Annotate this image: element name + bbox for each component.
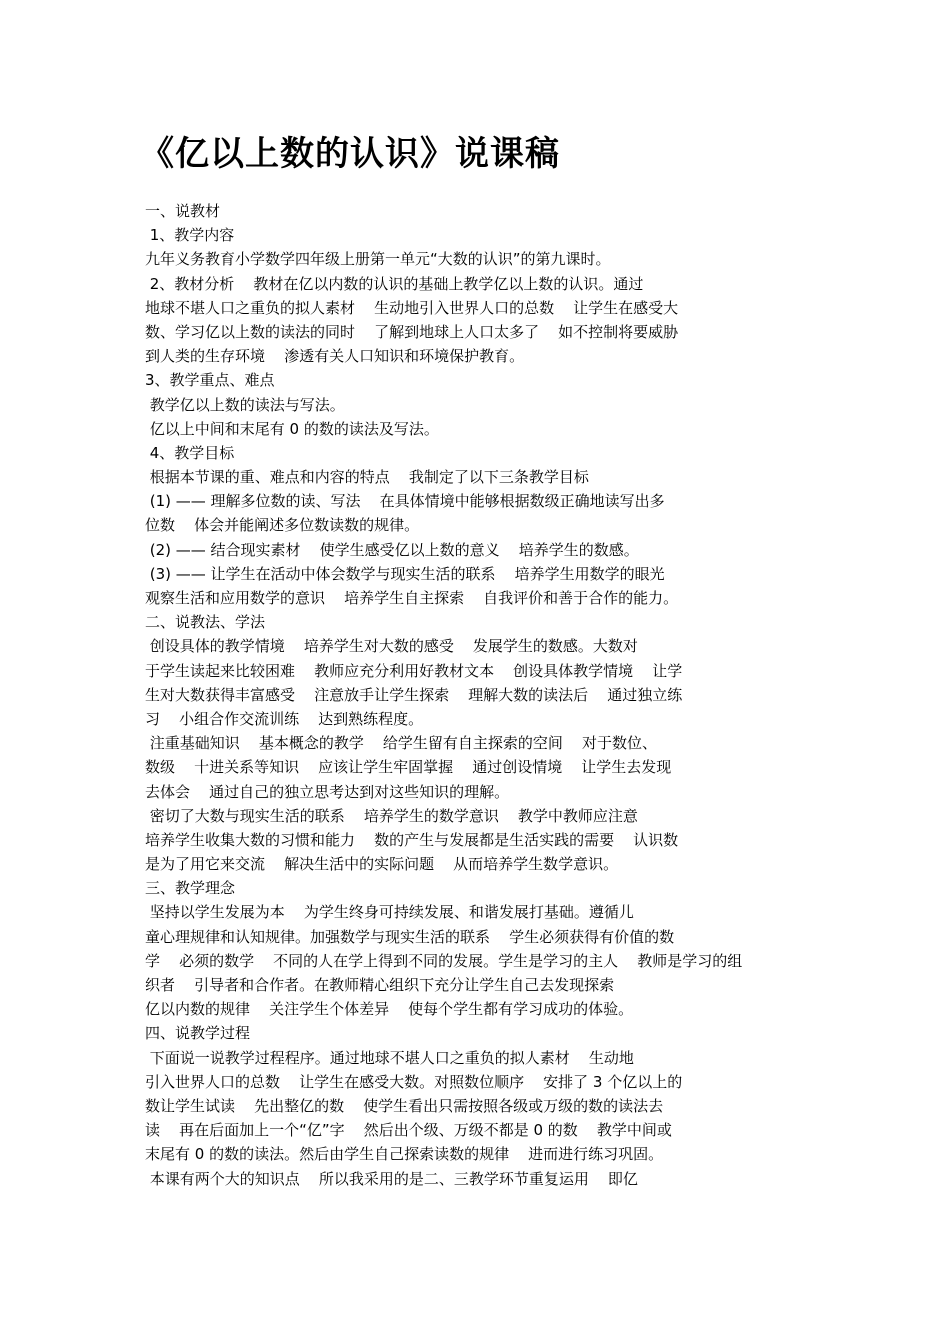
text-line: (2) —— 结合现实素材 使学生感受亿以上数的意义 培养学生的数感。 xyxy=(145,540,639,559)
text-line: 亿以内数的规律 关注学生个体差异 使每个学生都有学习成功的体验。 xyxy=(145,1000,634,1019)
text-line: 根据本节课的重、难点和内容的特点 我制定了以下三条教学目标 xyxy=(145,468,589,487)
text-line: 观察生活和应用数学的意识 培养学生自主探索 自我评价和善于合作的能力。 xyxy=(145,589,679,607)
text-line: 地球不堪人口之重负的拟人素材 生动地引入世界人口的总数 让学生在感受大 xyxy=(145,298,679,317)
text-line: 习 小组合作交流训练 达到熟练程度。 xyxy=(145,709,424,728)
text-line: 织者 引导者和合作者。在教师精心组织下充分让学生自己去发现探索 xyxy=(145,976,615,994)
document-body xyxy=(145,199,935,1191)
text-line: 密切了大数与现实生活的联系 培养学生的数学意识 教学中教师应注意 xyxy=(145,806,638,825)
text-line: 二、说教法、学法 xyxy=(145,613,266,632)
text-line: 亿以上中间和末尾有 0 的数的读法及写法。 xyxy=(145,419,439,438)
text-line: 末尾有 0 的数的读法。然后由学生自己探索读数的规律 进而进行练习巩固。 xyxy=(145,1145,664,1164)
text-line: 生对大数获得丰富感受 注意放手让学生探索 理解大数的读法后 通过独立练 xyxy=(145,685,683,704)
text-line: 教学亿以上数的读法与写法。 xyxy=(145,395,345,414)
text-line: 去体会 通过自己的独立思考达到对这些知识的理解。 xyxy=(145,782,510,801)
document-title: 《亿以上数的认识》说课稿 xyxy=(140,134,560,174)
text-line: 1、教学内容 xyxy=(145,226,235,245)
text-line: 九年义务教育小学数学四年级上册第一单元“大数的认识”的第九课时。 xyxy=(145,250,611,269)
text-line: 童心理规律和认知规律。加强数学与现实生活的联系 学生必须获得有价值的数 xyxy=(145,927,675,946)
text-line: 创设具体的教学情境 培养学生对大数的感受 发展学生的数感。大数对 xyxy=(145,637,638,656)
text-line: 四、说教学过程 xyxy=(145,1024,251,1043)
text-line: 下面说一说教学过程程序。通过地球不堪人口之重负的拟人素材 生动地 xyxy=(145,1048,634,1067)
text-line: 数让学生试读 先出整亿的数 使学生看出只需按照各级或万级的数的读法去 xyxy=(145,1096,664,1115)
text-line: 学 必须的数学 不同的人在学上得到不同的发展。学生是学习的主人 教师是学习的组 xyxy=(145,951,743,970)
text-line: 注重基础知识 基本概念的教学 给学生留有自主探索的空间 对于数位、 xyxy=(145,734,657,753)
text-line: 坚持以学生发展为本 为学生终身可持续发展、和谐发展打基础。遵循儿 xyxy=(145,903,634,922)
text-line: 数、学习亿以上数的读法的同时 了解到地球上人口太多了 如不控制将要威胁 xyxy=(145,322,679,341)
text-line: 位数 体会并能阐述多位数读数的规律。 xyxy=(145,516,420,535)
text-line: 3、教学重点、难点 xyxy=(145,371,275,390)
text-line: 4、教学目标 xyxy=(145,443,235,462)
text-line: 是为了用它来交流 解决生活中的实际问题 从而培养学生数学意识。 xyxy=(145,855,619,874)
text-line: (1) —— 理解多位数的读、写法 在具体情境中能够根据数级正确地读写出多 xyxy=(145,492,665,511)
text-line: 2、教材分析 教材在亿以内数的认识的基础上教学亿以上数的认识。通过 xyxy=(145,274,644,293)
text-line: (3) —— 让学生在活动中体会数学与现实生活的联系 培养学生用数学的眼光 xyxy=(145,564,665,583)
text-line: 数级 十进关系等知识 应该让学生牢固掌握 通过创设情境 让学生去发现 xyxy=(145,758,672,777)
text-line: 三、教学理念 xyxy=(145,879,236,898)
text-line: 引入世界人口的总数 让学生在感受大数。对照数位顺序 安排了 3 个亿以上的 xyxy=(145,1072,683,1091)
text-line: 培养学生收集大数的习惯和能力 数的产生与发展都是生活实践的需要 认识数 xyxy=(145,830,679,849)
text-line: 本课有两个大的知识点 所以我采用的是二、三教学环节重复运用 即亿 xyxy=(145,1169,638,1188)
text-line: 到人类的生存环境 渗透有关人口知识和环境保护教育。 xyxy=(145,347,525,366)
text-line: 一、说教材 xyxy=(145,202,221,220)
text-line: 于学生读起来比较困难 教师应充分利用好教材文本 创设具体教学情境 让学 xyxy=(145,661,683,680)
text-line: 读 再在后面加上一个“亿”字 然后出个级、万级不都是 0 的数 教学中间或 xyxy=(145,1121,672,1140)
